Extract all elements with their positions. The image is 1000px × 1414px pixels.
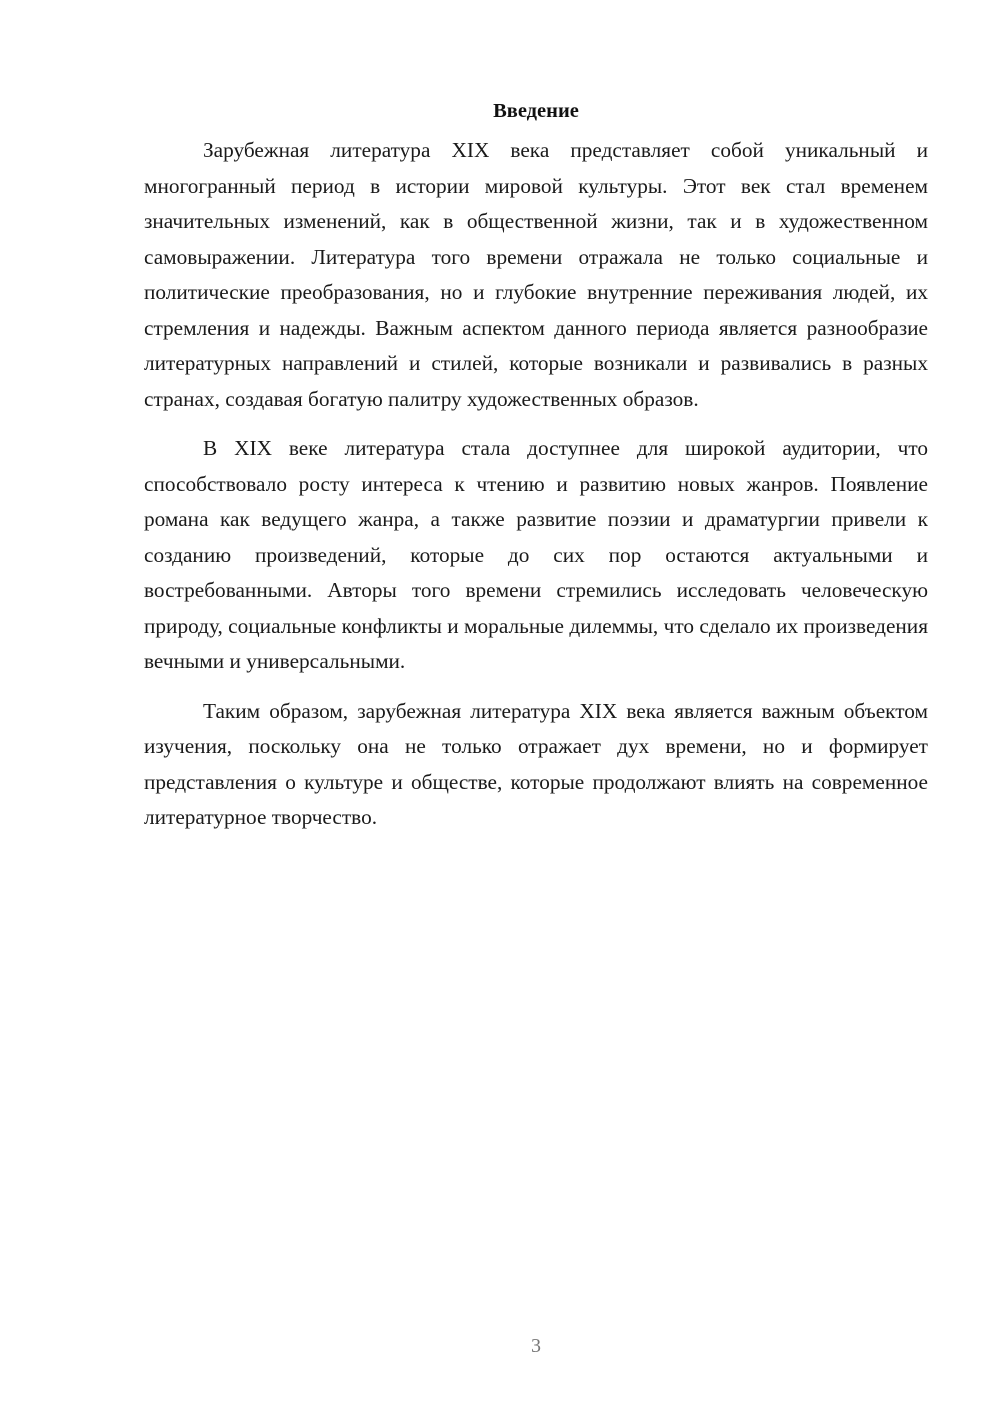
section-heading: Введение bbox=[493, 100, 579, 122]
paragraph-2: В XIX веке литература стала доступнее для широкой аудитории, что способствовало росту интереса к чтению и развитию новых жанров. Появление романа как ведущего жанра, а также развитие поэзии и драматургии привели к созданию произведений, которые до сих пор остаются актуальными и востребованными. Авторы того времени стремились исследовать человеческую природу, социальные конфликты и моральные дилеммы, что сделало их произведения вечными и универсальными. bbox=[144, 436, 928, 673]
paragraph-3: Таким образом, зарубежная литература XIX века является важным объектом изучения, поскольку она не только отражает дух времени, но и формирует представления о культуре и обществе, которые продолжают влиять на современное литературное творчество. bbox=[144, 698, 928, 829]
page-content bbox=[144, 96, 928, 836]
paragraph-1: Зарубежная литература XIX века представляет собой уникальный и многогранный период в истории мировой культуры. Этот век стал временем значительных изменений, как в общественной жизни, так и в художественном самовыражении. Литература того времени отражала не только социальные и политические преобразования, но и глубокие внутренние переживания людей, их стремления и надежды. Важным аспектом данного периода является разнообразие литературных направлений и стилей, которые возникали и развивались в разных странах, создавая богатую палитру художественных образов. bbox=[144, 138, 928, 411]
page-number: 3 bbox=[531, 1335, 541, 1357]
